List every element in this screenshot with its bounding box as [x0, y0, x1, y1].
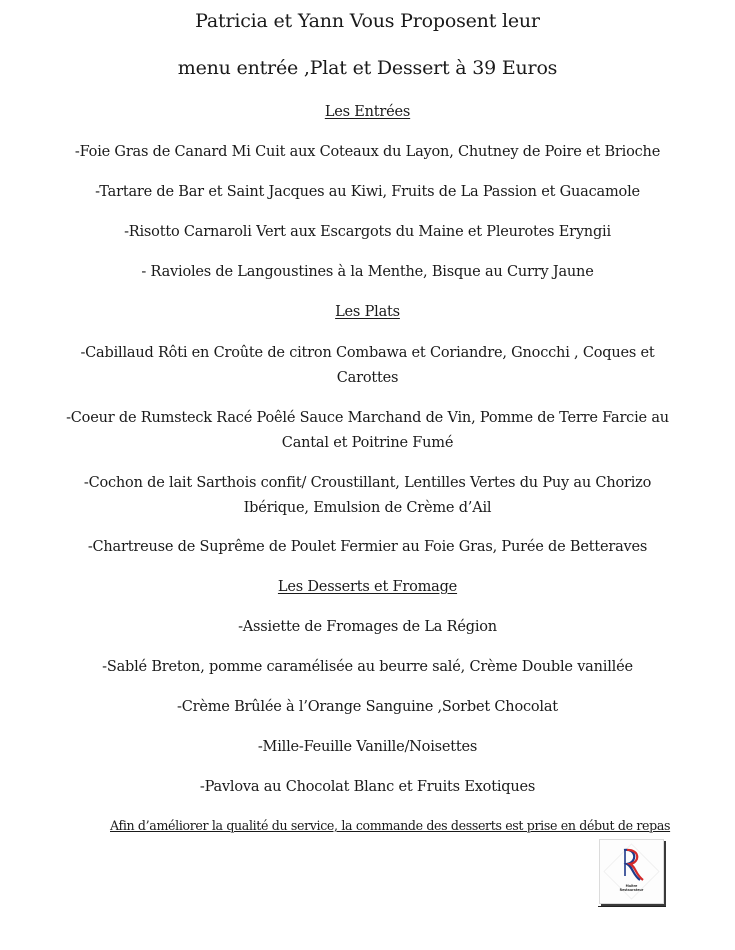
header-line-1: Patricia et Yann Vous Proposent leur: [195, 10, 540, 32]
section-title-entrees: Les Entrées: [324, 104, 411, 120]
menu-item: -Sablé Breton, pomme caramélisée au beurre salé, Crème Double vanillée: [102, 659, 633, 675]
logo-caption-line-2: Restaurateur: [619, 888, 644, 892]
menu-item: -Mille-Feuille Vanille/Noisettes: [257, 739, 478, 755]
menu-item: -Risotto Carnaroli Vert aux Escargots du Maine et Pleurotes Eryngii: [124, 224, 611, 240]
footer-note: Afin d’améliorer la qualité du service, la commande des desserts est prise en début de repas: [110, 818, 671, 833]
menu-item: -Cochon de lait Sarthois confit/ Croustillant, Lentilles Vertes du Puy au Chorizo Ibérique, Emulsion de Crème d’Ail: [83, 475, 652, 516]
menu-item: -Chartreuse de Suprême de Poulet Fermier au Foie Gras, Purée de Betteraves: [87, 539, 648, 555]
menu-item: - Ravioles de Langoustines à la Menthe, Bisque au Curry Jaune: [141, 264, 594, 280]
menu-item: -Assiette de Fromages de La Région: [238, 619, 497, 635]
header-line-2: menu entrée ,Plat et Dessert à 39 Euros: [177, 57, 558, 79]
menu-item: -Coeur de Rumsteck Racé Poêlé Sauce Marchand de Vin, Pomme de Terre Farcie au Cantal et Poitrine Fumé: [66, 410, 669, 451]
section-title-plats: Les Plats: [335, 304, 400, 320]
menu-item: -Tartare de Bar et Saint Jacques au Kiwi, Fruits de La Passion et Guacamole: [95, 184, 640, 200]
section-title-desserts: Les Desserts et Fromage: [277, 579, 458, 595]
menu-item: -Pavlova au Chocolat Blanc et Fruits Exotiques: [199, 779, 536, 795]
logo-caption-line-1: Maître: [625, 884, 638, 888]
menu-item: -Crème Brûlée à l’Orange Sanguine ,Sorbet Chocolat: [177, 699, 558, 715]
logo-underline-divider: [598, 906, 666, 907]
menu-item: -Foie Gras de Canard Mi Cuit aux Coteaux du Layon, Chutney de Poire et Brioche: [74, 144, 661, 160]
maitre-restaurateur-logo-icon: [599, 839, 664, 904]
menu-item: -Cabillaud Rôti en Croûte de citron Combawa et Coriandre, Gnocchi , Coques et Carottes: [80, 345, 655, 386]
r-letter-icon: [600, 840, 663, 903]
